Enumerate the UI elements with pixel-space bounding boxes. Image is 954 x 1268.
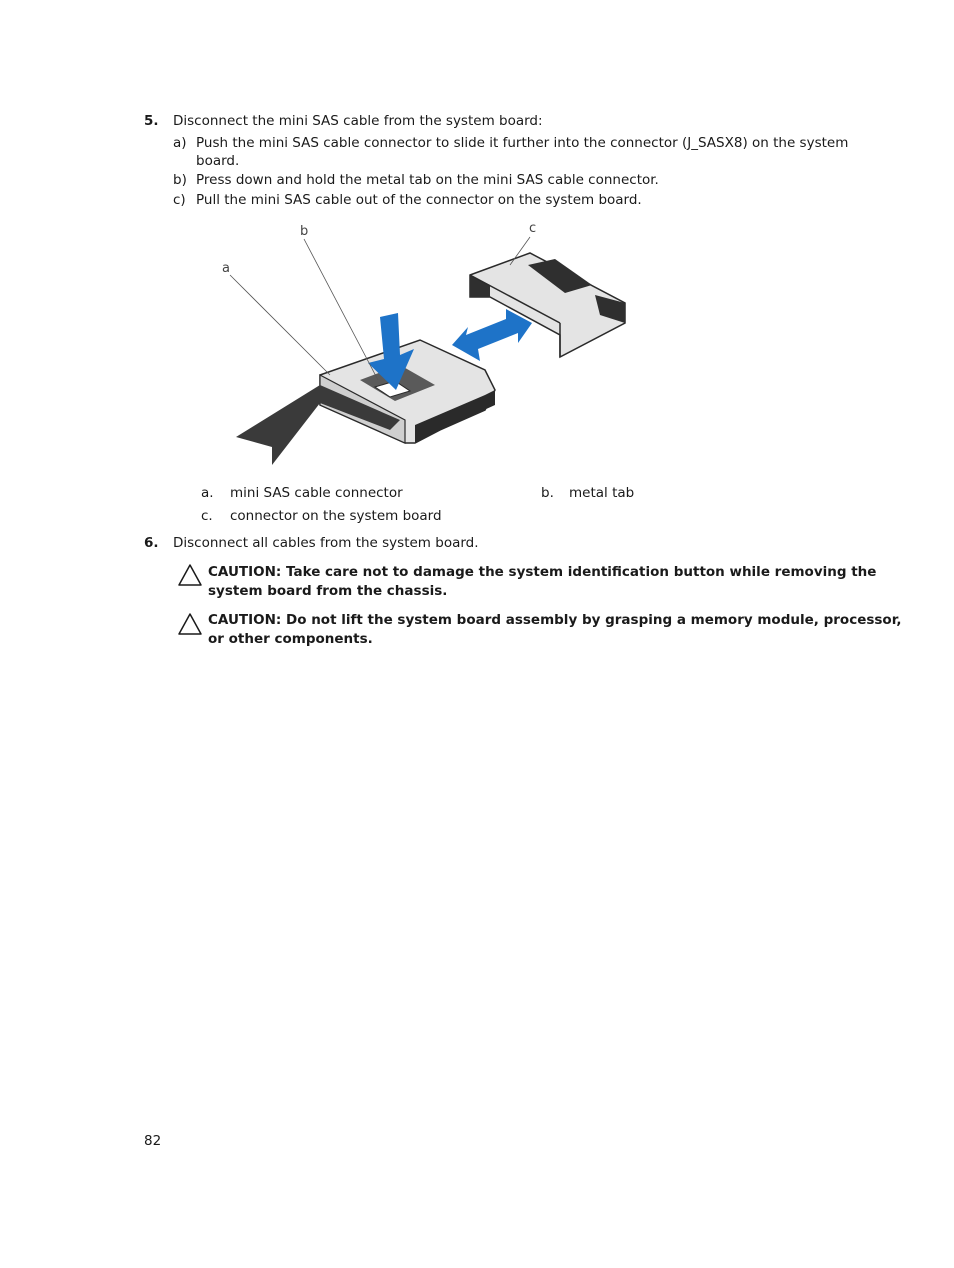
step-6-text: Disconnect all cables from the system board. [173,535,479,551]
legend-c-text: connector on the system board [230,508,442,524]
caution-2-line1: CAUTION: Do not lift the system board assembly by grasping a memory module, processor, [208,612,902,628]
substep-a-line1: Push the mini SAS cable connector to slide it further into the connector (J_SASX8) on the system [196,135,849,151]
caution-icon [177,612,203,636]
page-number: 82 [144,1133,162,1149]
legend-a-text: mini SAS cable connector [230,485,403,501]
legend-a-key: a. [201,485,214,501]
callout-c: c [529,221,537,236]
caution-icon [177,563,203,587]
step-5-number: 5. [144,113,159,129]
mini-sas-cable-figure [200,215,640,475]
substep-a-line2: board. [196,153,240,169]
legend-b-text: metal tab [569,485,635,501]
callout-b: b [300,224,309,239]
substep-b-label: b) [173,172,187,188]
caution-1-line2: system board from the chassis. [208,583,448,599]
caution-1-line1: CAUTION: Take care not to damage the system identification button while removing the [208,564,877,580]
step-5-text: Disconnect the mini SAS cable from the system board: [173,113,543,129]
step-6-number: 6. [144,535,159,551]
legend-b-key: b. [541,485,554,501]
substep-c-label: c) [173,192,186,208]
callout-a: a [222,261,230,276]
caution-2-line2: or other components. [208,631,373,647]
legend-c-key: c. [201,508,213,524]
substep-a-label: a) [173,135,187,151]
substep-c-line1: Pull the mini SAS cable out of the connector on the system board. [196,192,642,208]
substep-b-line1: Press down and hold the metal tab on the mini SAS cable connector. [196,172,659,188]
double-arrow-icon [452,309,532,361]
